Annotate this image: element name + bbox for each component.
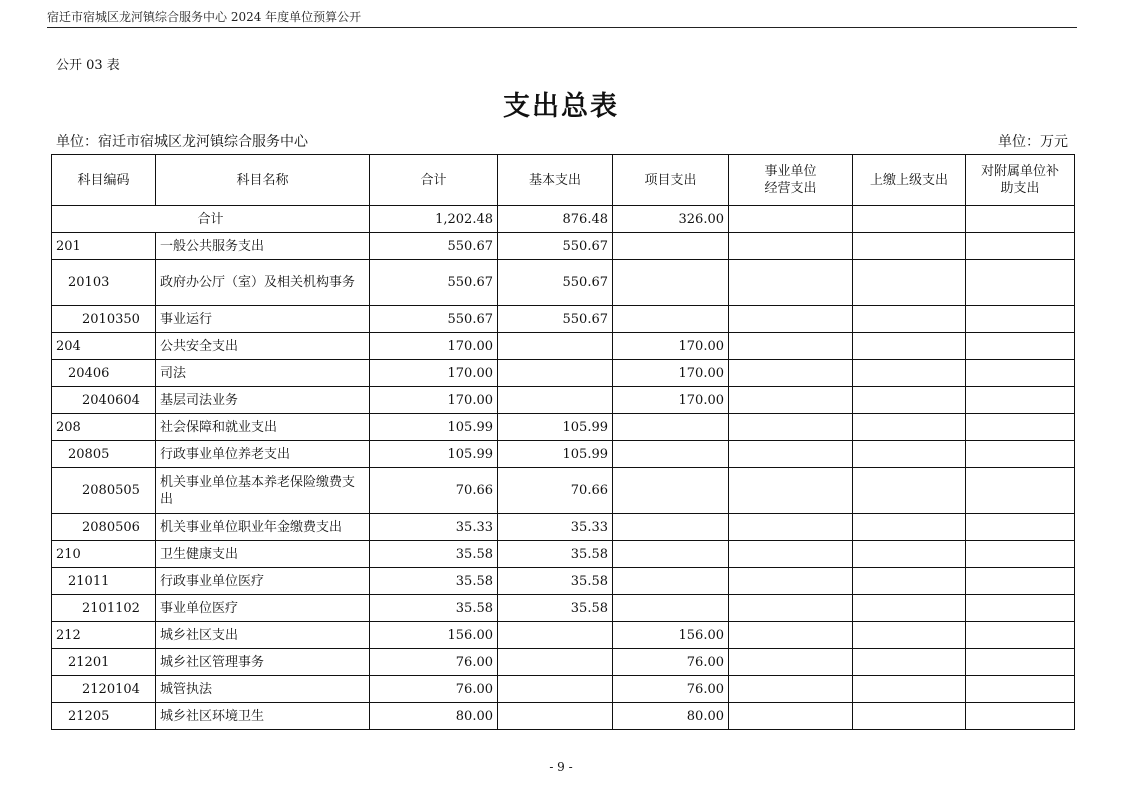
- total-row: [52, 206, 1075, 233]
- amount-subsidy: [966, 568, 1075, 595]
- amount-business: [729, 595, 853, 622]
- amount-basic: 550.67: [498, 306, 613, 333]
- column-header: 事业单位 经营支出: [729, 155, 853, 206]
- amount-project: [613, 414, 729, 441]
- amount-basic: 105.99: [498, 414, 613, 441]
- amount-project: [613, 568, 729, 595]
- amount-project: [613, 233, 729, 260]
- account-name: 基层司法业务: [156, 387, 370, 414]
- amount-project: [613, 260, 729, 306]
- amount-business: [729, 622, 853, 649]
- amount-project: [613, 306, 729, 333]
- unit-name: 单位：宿迁市宿城区龙河镇综合服务中心: [56, 134, 308, 150]
- table-row: [52, 595, 1075, 622]
- amount-upper: [853, 541, 966, 568]
- amount-subsidy: [966, 414, 1075, 441]
- table-row: [52, 649, 1075, 676]
- account-code: 2040604: [52, 387, 156, 414]
- amount-business: [729, 387, 853, 414]
- amount-project: [613, 541, 729, 568]
- total-upper: [853, 206, 966, 233]
- amount-basic: [498, 360, 613, 387]
- amount-total: 35.58: [370, 595, 498, 622]
- total-label: 合计: [52, 206, 370, 233]
- table-row: [52, 260, 1075, 306]
- amount-subsidy: [966, 360, 1075, 387]
- account-name: 司法: [156, 360, 370, 387]
- amount-basic: [498, 703, 613, 730]
- amount-subsidy: [966, 333, 1075, 360]
- account-code: 20103: [52, 260, 156, 306]
- amount-project: 170.00: [613, 333, 729, 360]
- account-code: 210: [52, 541, 156, 568]
- amount-total: 550.67: [370, 260, 498, 306]
- amount-basic: 70.66: [498, 468, 613, 514]
- table-row: [52, 541, 1075, 568]
- amount-project: [613, 441, 729, 468]
- table-row: [52, 414, 1075, 441]
- amount-upper: [853, 676, 966, 703]
- amount-upper: [853, 306, 966, 333]
- account-name: 公共安全支出: [156, 333, 370, 360]
- amount-total: 550.67: [370, 306, 498, 333]
- amount-business: [729, 306, 853, 333]
- amount-basic: [498, 649, 613, 676]
- amount-project: [613, 595, 729, 622]
- amount-upper: [853, 649, 966, 676]
- amount-basic: [498, 387, 613, 414]
- amount-project: [613, 514, 729, 541]
- amount-basic: 35.33: [498, 514, 613, 541]
- account-name: 城乡社区环境卫生: [156, 703, 370, 730]
- account-name: 一般公共服务支出: [156, 233, 370, 260]
- table-row: [52, 360, 1075, 387]
- amount-project: [613, 468, 729, 514]
- table-row: [52, 514, 1075, 541]
- amount-project: 76.00: [613, 676, 729, 703]
- table-row: [52, 622, 1075, 649]
- column-header: 合计: [370, 155, 498, 206]
- amount-subsidy: [966, 468, 1075, 514]
- amount-basic: 35.58: [498, 595, 613, 622]
- amount-subsidy: [966, 649, 1075, 676]
- amount-upper: [853, 468, 966, 514]
- amount-business: [729, 233, 853, 260]
- unit-currency: 单位：万元: [998, 134, 1068, 150]
- total-amount: 1,202.48: [370, 206, 498, 233]
- account-code: 2080505: [52, 468, 156, 514]
- amount-subsidy: [966, 387, 1075, 414]
- table-row: [52, 676, 1075, 703]
- account-code: 21205: [52, 703, 156, 730]
- amount-business: [729, 703, 853, 730]
- amount-total: 105.99: [370, 414, 498, 441]
- amount-total: 170.00: [370, 333, 498, 360]
- amount-basic: 105.99: [498, 441, 613, 468]
- amount-total: 35.33: [370, 514, 498, 541]
- table-header-row: [52, 155, 1075, 206]
- amount-business: [729, 333, 853, 360]
- amount-project: 80.00: [613, 703, 729, 730]
- amount-subsidy: [966, 306, 1075, 333]
- account-code: 21201: [52, 649, 156, 676]
- page-number: - 9 -: [549, 760, 573, 774]
- account-name: 事业运行: [156, 306, 370, 333]
- account-name: 机关事业单位基本养老保险缴费支出: [156, 468, 370, 514]
- amount-subsidy: [966, 622, 1075, 649]
- amount-total: 170.00: [370, 387, 498, 414]
- amount-total: 70.66: [370, 468, 498, 514]
- amount-subsidy: [966, 514, 1075, 541]
- account-name: 城乡社区支出: [156, 622, 370, 649]
- form-number: 公开 03 表: [56, 58, 120, 73]
- table-row: [52, 568, 1075, 595]
- amount-business: [729, 541, 853, 568]
- amount-upper: [853, 360, 966, 387]
- column-header: 基本支出: [498, 155, 613, 206]
- amount-upper: [853, 595, 966, 622]
- column-header: 项目支出: [613, 155, 729, 206]
- column-header: 上缴上级支出: [853, 155, 966, 206]
- table-row: [52, 441, 1075, 468]
- amount-subsidy: [966, 595, 1075, 622]
- table-row: [52, 306, 1075, 333]
- column-header: 对附属单位补 助支出: [966, 155, 1075, 206]
- account-code: 201: [52, 233, 156, 260]
- amount-total: 76.00: [370, 676, 498, 703]
- table-row: [52, 333, 1075, 360]
- amount-business: [729, 260, 853, 306]
- amount-upper: [853, 703, 966, 730]
- amount-total: 105.99: [370, 441, 498, 468]
- expenditure-table: [51, 154, 1075, 730]
- account-name: 行政事业单位养老支出: [156, 441, 370, 468]
- amount-subsidy: [966, 260, 1075, 306]
- account-code: 20805: [52, 441, 156, 468]
- table-row: [52, 387, 1075, 414]
- account-code: 2120104: [52, 676, 156, 703]
- column-header: 科目名称: [156, 155, 370, 206]
- table-row: [52, 233, 1075, 260]
- account-name: 事业单位医疗: [156, 595, 370, 622]
- account-name: 行政事业单位医疗: [156, 568, 370, 595]
- total-business: [729, 206, 853, 233]
- amount-total: 35.58: [370, 541, 498, 568]
- header-rule: [47, 27, 1077, 28]
- amount-upper: [853, 387, 966, 414]
- amount-basic: 35.58: [498, 568, 613, 595]
- account-code: 204: [52, 333, 156, 360]
- account-code: 2101102: [52, 595, 156, 622]
- amount-upper: [853, 333, 966, 360]
- amount-upper: [853, 622, 966, 649]
- amount-project: 156.00: [613, 622, 729, 649]
- column-header: 科目编码: [52, 155, 156, 206]
- account-code: 21011: [52, 568, 156, 595]
- account-name: 社会保障和就业支出: [156, 414, 370, 441]
- amount-basic: [498, 622, 613, 649]
- account-name: 城乡社区管理事务: [156, 649, 370, 676]
- amount-total: 76.00: [370, 649, 498, 676]
- amount-subsidy: [966, 541, 1075, 568]
- amount-basic: 550.67: [498, 233, 613, 260]
- amount-project: 170.00: [613, 360, 729, 387]
- table-row: [52, 468, 1075, 514]
- account-name: 城管执法: [156, 676, 370, 703]
- amount-upper: [853, 568, 966, 595]
- account-name: 卫生健康支出: [156, 541, 370, 568]
- amount-project: 170.00: [613, 387, 729, 414]
- running-header: 宿迁市宿城区龙河镇综合服务中心 2024 年度单位预算公开: [47, 10, 362, 24]
- amount-total: 35.58: [370, 568, 498, 595]
- amount-subsidy: [966, 676, 1075, 703]
- amount-total: 80.00: [370, 703, 498, 730]
- account-name: 政府办公厅（室）及相关机构事务: [156, 260, 370, 306]
- account-code: 20406: [52, 360, 156, 387]
- total-basic: 876.48: [498, 206, 613, 233]
- account-code: 2080506: [52, 514, 156, 541]
- amount-business: [729, 360, 853, 387]
- account-code: 212: [52, 622, 156, 649]
- amount-basic: 35.58: [498, 541, 613, 568]
- amount-project: 76.00: [613, 649, 729, 676]
- amount-total: 170.00: [370, 360, 498, 387]
- amount-upper: [853, 441, 966, 468]
- total-project: 326.00: [613, 206, 729, 233]
- amount-basic: 550.67: [498, 260, 613, 306]
- account-code: 2010350: [52, 306, 156, 333]
- amount-basic: [498, 676, 613, 703]
- amount-business: [729, 468, 853, 514]
- amount-upper: [853, 514, 966, 541]
- amount-upper: [853, 233, 966, 260]
- amount-subsidy: [966, 703, 1075, 730]
- amount-upper: [853, 260, 966, 306]
- total-subsidy: [966, 206, 1075, 233]
- account-name: 机关事业单位职业年金缴费支出: [156, 514, 370, 541]
- amount-subsidy: [966, 441, 1075, 468]
- table-row: [52, 703, 1075, 730]
- amount-business: [729, 414, 853, 441]
- amount-total: 156.00: [370, 622, 498, 649]
- amount-business: [729, 514, 853, 541]
- amount-subsidy: [966, 233, 1075, 260]
- amount-upper: [853, 414, 966, 441]
- page-title: 支出总表: [503, 91, 619, 122]
- amount-business: [729, 568, 853, 595]
- amount-business: [729, 676, 853, 703]
- amount-total: 550.67: [370, 233, 498, 260]
- account-code: 208: [52, 414, 156, 441]
- amount-business: [729, 649, 853, 676]
- amount-basic: [498, 333, 613, 360]
- amount-business: [729, 441, 853, 468]
